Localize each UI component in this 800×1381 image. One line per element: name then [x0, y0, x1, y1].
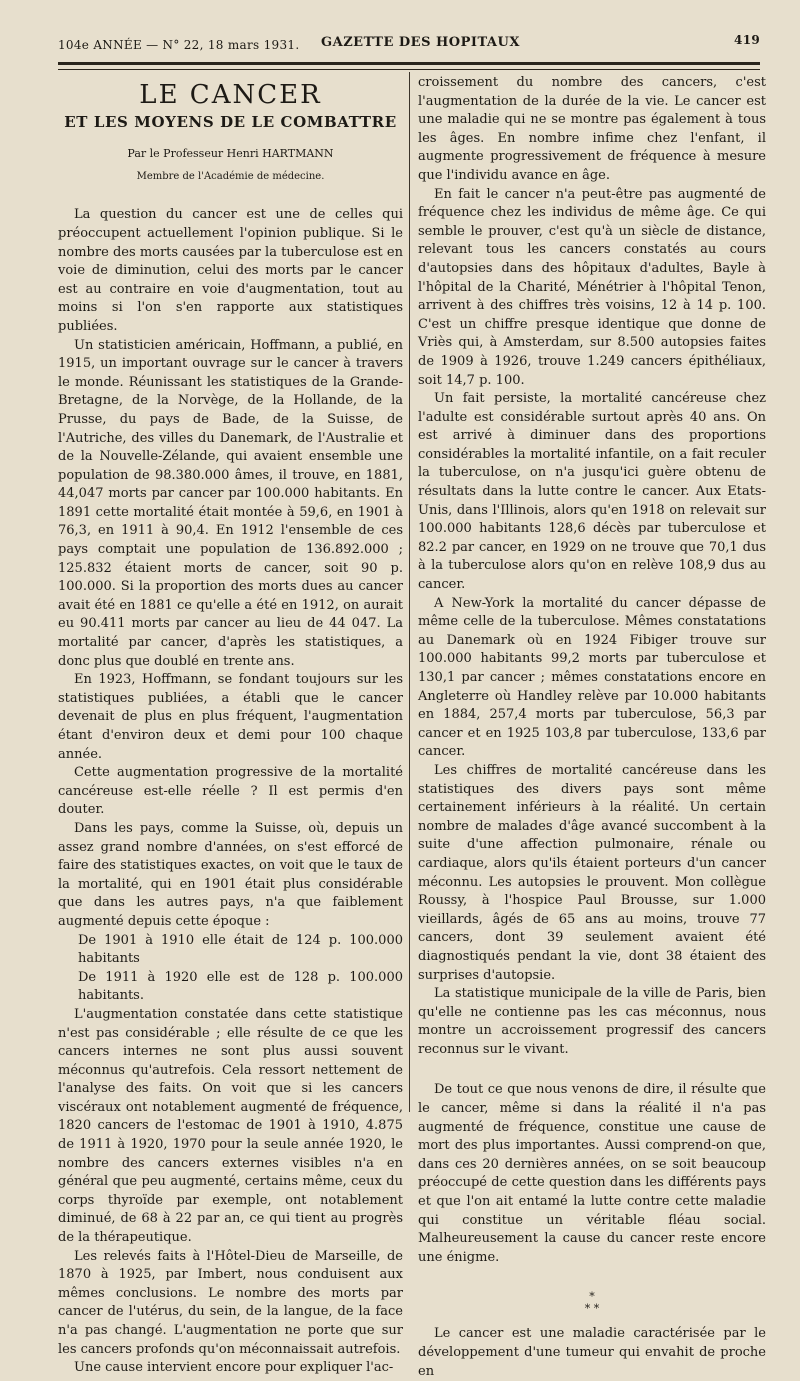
left-column [58, 74, 403, 1378]
column-divider [409, 72, 410, 1112]
paragraph: Un statisticien américain, Hoffmann, a publié, en 1915, un important ouvrage sur le cancer à travers le monde. Réunissant les statistiques de la Grande-Bretagne, de la Norvège, de la Hollande, de la Prusse, du pays de Bade, de la Suisse, de l'Autriche, des villes du Danemark, de l'Australie et de la Nouvelle-Zélande, qui avaient ensemble une population de 98.380.000 âmes, il trouve, en 1881, 44,047 morts par cancer par 100.000 habitants. En 1891 cette mortalité était montée à 59,6, en 1901 à 76,3, en 1911 à 90,4. En 1912 l'ensemble de ces pays comptait une population de 136.892.000 ; 125.832 étaient morts de cancer, soit 90 p. 100.000. Si la proportion des morts dues au cancer avait été en 1881 ce qu'elle a été en 1912, on aurait eu 90.411 morts par cancer au lieu de 44 047. La mortalité par cancer, d'après les statistiques, a donc plus que doublé en trente ans. [58, 337, 403, 669]
author-affiliation: Membre de l'Académie de médecine. [136, 170, 325, 182]
paragraph: Cette augmentation progressive de la mortalité cancéreuse est-elle réelle ? Il est permis d'en douter. [58, 765, 403, 818]
paragraph: Dans les pays, comme la Suisse, où, depuis un assez grand nombre d'années, on s'est efforcé de faire des statistiques exactes, on voit que le taux de la mortalité, qui en 1901 était plus considérable que dans les autres pays, n'a que faiblement augmenté depuis cette époque : [58, 820, 403, 929]
issue-info: 104e ANNÉE — N° 22, 18 mars 1931. [58, 38, 300, 52]
section-gap [418, 1059, 766, 1081]
paragraph: A New-York la mortalité du cancer dépasse de même celle de la tuberculose. Mêmes constatations au Danemark où en 1924 Fibiger trouve sur 100.000 habitants 99,2 morts par tuberculose et 130,1 par cancer ; mêmes constatations encore en Angleterre où Handley relève par 10.000 habitants en 1884, 257,4 morts par tuberculose, 56,3 par cancer et en 1925 103,8 par tuberculose, 133,6 par cancer. [418, 595, 766, 760]
paragraph: L'augmentation constatée dans cette statistique n'est pas considérable ; elle résulte de ce que les cancers internes ne sont plus aussi souvent méconnus qu'autrefois. Cela ressort nettement de l'analyse des faits. On voit que si les cancers viscéraux ont notablement augmenté de fréquence, 1820 cancers de l'estomac de 1901 à 1910, 4.875 de 1911 à 1920, 1970 pour la seule année 1920, le nombre des cancers externes visibles n'a en général que peu augmenté, certains même, ceux du corps thyroïde par exemple, ont notablement diminué, de 68 à 22 par an, ce qui tient au progrès de la thérapeutique. [58, 1006, 403, 1246]
paragraph: La statistique municipale de la ville de Paris, bien qu'elle ne contienne pas les cas méconnus, nous montre un accroissement progressif des cancers reconnus sur le vivant. [418, 986, 766, 1057]
article-subtitle: ET LES MOYENS DE LE COMBATTRE [64, 112, 397, 131]
paragraph: De tout ce que nous venons de dire, il résulte que le cancer, même si dans la réalité il n'a pas augmenté de fréquence, constitue une cause de mort des plus importantes. Aussi comprend-on que, dans ces 20 dernières années, on se soit beaucoup préoccupé de cette question dans les différents pays et que l'on ait entamé la lutte contre cette maladie qui constitue un véritable fléau social. Malheureusement la cause du cancer reste encore une énigme. [418, 1082, 766, 1265]
paragraph: croissement du nombre des cancers, c'est l'augmentation de la durée de la vie. Le cancer est une maladie qui ne se montre pas également à tous les âges. En nombre infime chez l'enfant, il augmente progressivement de fréquence à mesure que l'individu avance en âge. [418, 75, 766, 183]
statistic-line: De 1911 à 1920 elle est de 128 p. 100.000 habitants. [78, 969, 403, 1004]
paragraph: La question du cancer est une de celles qui préoccupent actuellement l'opinion publique. Si le nombre des morts causées par la tuberculose est en voie de diminution, celui des morts par le cancer est au contraire en voie d'augmentation, tout au moins si l'on s'en rapporte aux statistiques publiées. [58, 207, 403, 334]
paragraph: Un fait persiste, la mortalité cancéreuse chez l'adulte est considérable surtout après 40 ans. On est arrivé à diminuer dans des proportions considérables la mortalité infantile, on a fait reculer la tuberculose, on n'a jusqu'ici guère obtenu de résultats dans la lutte contre le cancer. Aux Etats-Unis, dans l'Illinois, alors qu'en 1918 on relevait sur 100.000 habitants 128,6 décès par tuberculose et 82.2 par cancer, en 1929 on ne trouve que 70,1 dus à la tuberculose alors qu'on en relève 108,9 dus au cancer. [418, 391, 766, 593]
paragraph: Les relevés faits à l'Hôtel-Dieu de Marseille, de 1870 à 1925, par Imbert, nous conduisent aux mêmes conclusions. Le nombre des morts par cancer de l'utérus, du sein, de la langue, de la face n'a pas changé. L'augmentation ne porte que sur les cancers profonds qu'on méconnaissait autrefois. [58, 1248, 403, 1357]
statistic-line: De 1901 à 1910 elle était de 124 p. 100.000 habitants [78, 932, 403, 967]
paragraph: En fait le cancer n'a peut-être pas augmenté de fréquence chez les individus de même âge. Ce qui semble le prouver, c'est qu'à un siècle de distance, relevant tous les cancers constatés au cours d'autopsies dans des hôpitaux d'adultes, Bayle à l'hôpital de la Charité, Ménétrier à l'hôpital Tenon, arrivent à des chiffres très voisins, 12 à 14 p. 100. C'est un chiffre presque identique que donne de Vriès qui, à Amsterdam, sur 8.500 autopsies faites de 1909 à 1926, trouve 1.249 cancers épithéliaux, soit 14,7 p. 100. [418, 186, 766, 388]
paragraph: Une cause intervient encore pour expliquer l'ac- [74, 1360, 394, 1376]
paragraph: Les chiffres de mortalité cancéreuse dans les statistiques des divers pays sont même certainement inférieurs à la réalité. Un certain nombre de malades d'âge avancé succombent à la suite d'une affection pulmonaire, rénale ou cardiaque, alors qu'ils étaient porteurs d'un cancer méconnu. Les autopsies le prouvent. Mon collègue Roussy, à l'hospice Paul Brousse, sur 1.000 vieillards, âgés de 65 ans au moins, trouve 77 cancers, dont 39 seulement avaient été diagnostiqués pendant la vie, dont 38 étaient des surprises d'autopsie. [418, 762, 766, 983]
paragraph: En 1923, Hoffmann, se fondant toujours sur les statistiques publiées, a établi que le cancer devenait de plus en plus fréquent, l'augmentation étant d'environ deux et demi pour 100 chaque année. [58, 672, 403, 762]
page-header [58, 33, 760, 55]
article-title: LE CANCER [139, 80, 322, 110]
section-separator-stars: * * * [584, 1290, 600, 1316]
page-number: 419 [734, 33, 760, 47]
right-column [418, 74, 766, 1381]
article-author: Par le Professeur Henri HARTMANN [127, 147, 334, 161]
journal-title: GAZETTE DES HOPITAUX [321, 35, 520, 50]
header-rule [58, 62, 760, 70]
paragraph: Le cancer est une maladie caractérisée par le développement d'une tumeur qui envahit de proche en [418, 1326, 766, 1379]
